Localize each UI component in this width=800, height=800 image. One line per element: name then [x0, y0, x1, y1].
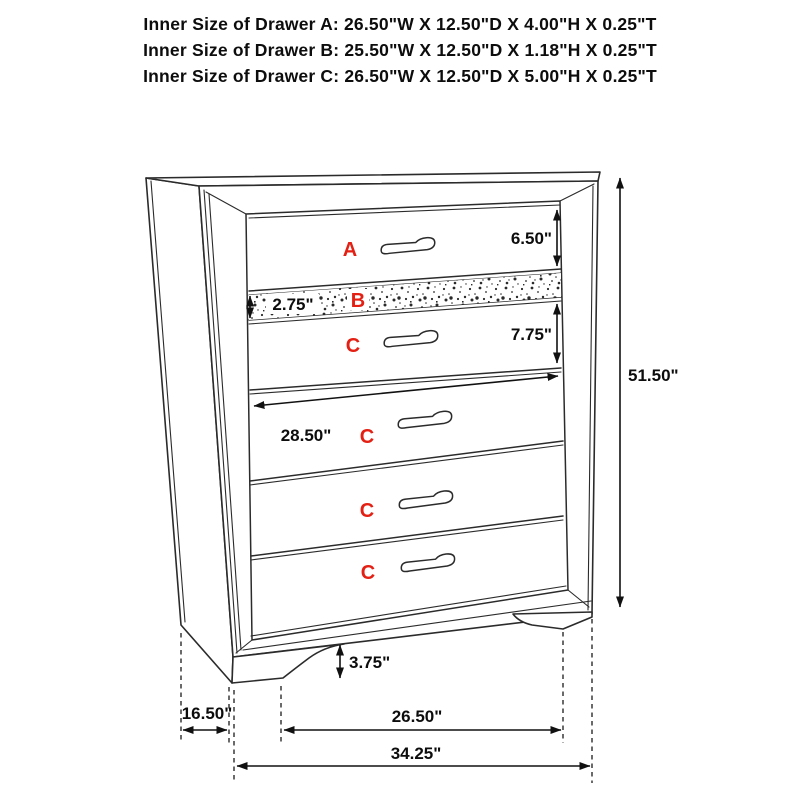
drawer-b-label: B	[350, 290, 366, 312]
dim-drawer-b-height: 2.75"	[272, 295, 314, 314]
drawer-a-label: A	[342, 239, 358, 261]
header-line-drawer-c: Inner Size of Drawer C: 26.50"W X 12.50"D X 5.00"H X 0.25"T	[143, 66, 657, 86]
dim-inner-width: 28.50"	[280, 426, 332, 445]
dim-overall-width: 34.25"	[390, 744, 442, 763]
dim-drawer-a-height: 6.50"	[510, 229, 552, 248]
right-bracket-foot	[513, 612, 592, 629]
drawer-c2-label: C	[359, 426, 375, 448]
dim-drawer-c-height: 7.75"	[510, 325, 552, 344]
drawer-c3-label: C	[359, 500, 375, 522]
header-line-drawer-b: Inner Size of Drawer B: 25.50"W X 12.50"D X 1.18"H X 0.25"T	[143, 40, 657, 60]
dim-overall-height: 51.50"	[628, 366, 679, 385]
dim-foot-height: 3.75"	[349, 653, 391, 672]
drawer-c1-label: C	[345, 335, 361, 357]
dim-drawer-width: 26.50"	[391, 707, 443, 726]
header-line-drawer-a: Inner Size of Drawer A: 26.50"W X 12.50"D X 4.00"H X 0.25"T	[143, 14, 657, 34]
dim-depth: 16.50"	[181, 704, 233, 723]
drawer-c4-label: C	[360, 562, 376, 584]
